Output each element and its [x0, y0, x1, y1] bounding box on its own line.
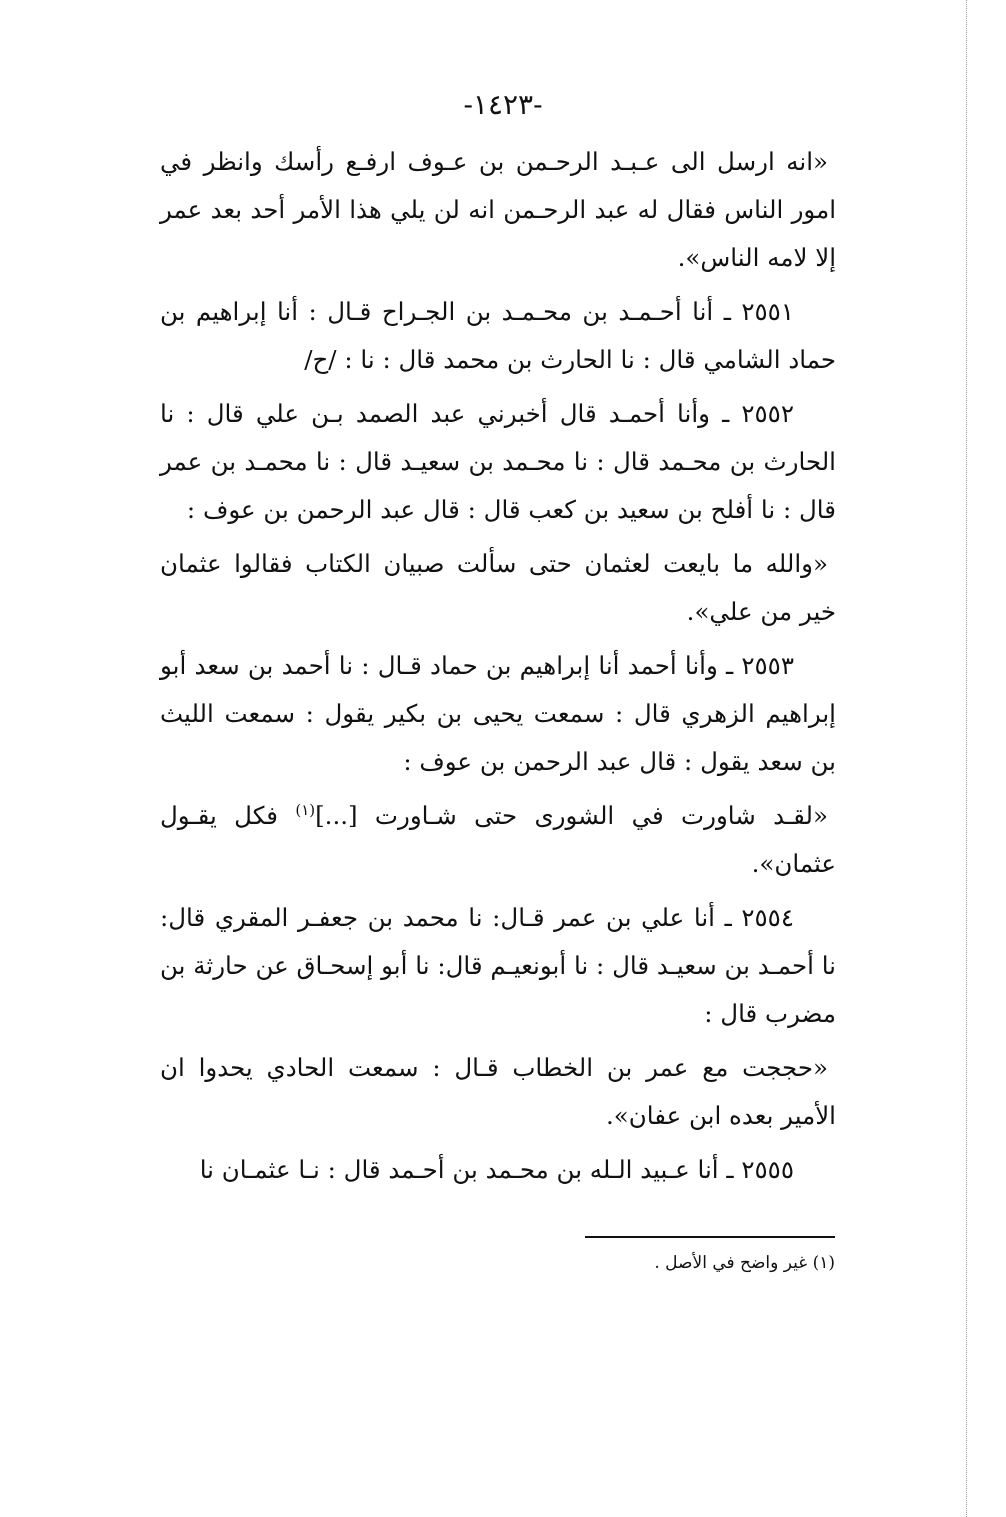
footnote-marker: (١)	[812, 1253, 835, 1273]
footnote	[420, 1248, 835, 1278]
isnad-paragraph-2553: ٢٥٥٣ ـ وأنا أحمد أنا إبراهيم بن حماد قـال : نا أحمد بن سعد أبو إبراهيم الزهري قال : سمعت يحيى بن بكير يقول : سمعت الليث بن سعد يقول : قال عبد الرحمن بن عوف :	[160, 651, 836, 776]
isnad-paragraph-2551: ٢٥٥١ ـ أنا أحـمـد بن محـمـد بن الجـراح قـال : أنا إبراهيم بن حماد الشامي قال : نا الحارث بن محمد قال : نا : /ح/	[160, 297, 836, 374]
hadith-text-after-footnote: فكل يقـول عثمان».	[160, 801, 836, 878]
hadith-text-before-footnote: «لقـد شاورت في الشورى حتى شـاورت [...]	[315, 801, 828, 830]
isnad-paragraph-2554: ٢٥٥٤ ـ أنا علي بن عمر قـال: نا محمد بن جعفـر المقري قال: نا أحمـد بن سعيـد قال : نا أبونعيـم قال: نا أبو إسحـاق عن حارثة بن مضرب قال :	[160, 903, 836, 1028]
hadith-paragraph: «والله ما بايعت لعثمان حتى سألت صبيان الكتاب فقالوا عثمان خير من علي».	[160, 549, 836, 626]
page-number: -١٤٢٣-	[463, 88, 543, 121]
isnad-paragraph-2555: ٢٥٥٥ ـ أنا عـبيد الـله بن محـمد بن أحـمد قال : نـا عثمـان نا	[199, 1155, 794, 1184]
main-text	[160, 138, 836, 1200]
footnote-separator	[585, 1236, 835, 1238]
page-edge-line	[966, 0, 967, 1517]
hadith-paragraph: «حججت مع عمر بن الخطاب قـال : سمعت الحادي يحدوا ان الأمير بعده ابن عفان».	[160, 1053, 836, 1130]
isnad-paragraph-2552: ٢٥٥٢ ـ وأنا أحمـد قال أخبرني عبد الصمد بـن علي قال : نا الحارث بن محـمد قال : نا محـمد بن سعيـد قال : نا محمـد بن عمر قال : نا أفلح بن سعيد بن كعب قال : قال عبد الرحمن بن عوف :	[160, 399, 836, 524]
footnote-reference: (١)	[295, 800, 316, 819]
footnote-text: غير واضح في الأصل .	[654, 1253, 808, 1273]
hadith-paragraph-with-footnote	[160, 792, 836, 888]
hadith-paragraph: «انه ارسل الى عـبـد الرحـمن بن عـوف ارفـع رأسك وانظر في امور الناس فقال له عبد الرحـمن انه لن يلي هذا الأمر أحد بعد عمر إلا لامه الناس».	[160, 147, 836, 272]
